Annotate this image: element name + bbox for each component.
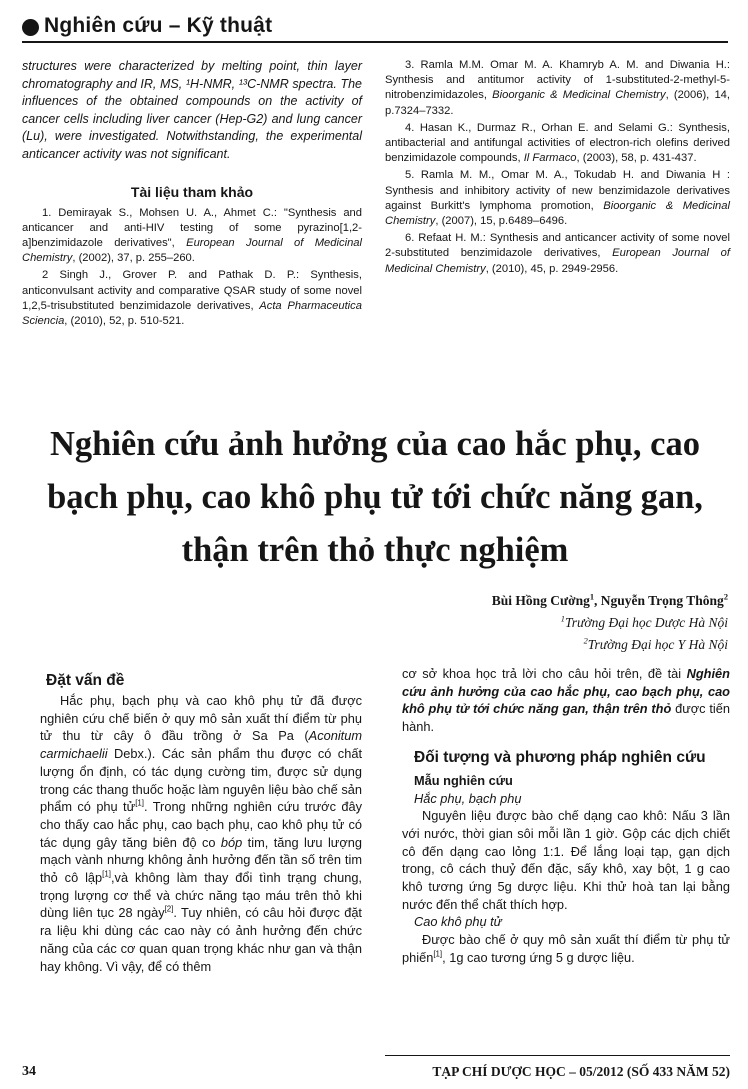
article-title: Nghiên cứu ảnh hưởng của cao hắc phụ, cao bạch phụ, cao khô phụ tử tới chức năng gan, thận trên thỏ thực nghiệm: [47, 425, 703, 569]
abstract-tail: structures were characterized by melting point, thin layer chromatography and IR, MS, ¹H-NMR, ¹³C-NMR spectra. The influences of the obtained compounds on the activity of cancer cells including liver cancer (Hep-G2) and lung cancer (Lu), were investigated. Notwithstanding, the experimental anticancer activity was not significant.: [22, 59, 362, 161]
reference-item: 2 Singh J., Grover P. and Pathak D. P.: Synthesis, anticonvulsant activity and comparative QSAR study of some novel 1,2,5-trisubstituted benzimidazole derivatives, Acta Pharmaceutica Sciencia, (2010), 52, p. 510-521.: [22, 269, 362, 327]
samples-heading: Mẫu nghiên cứu: [414, 772, 513, 788]
body-right-column: [402, 665, 730, 967]
prev-article-left-column: [22, 58, 362, 331]
reference-item: 5. Ramla M. M., Omar M. A., Tokudab H. and Diwania H : Synthesis and inhibitory activity of new benzimidazole derivatives against Burkitt's lymphoma promotion, Bioorganic & Medicinal Chemistry, (2007), 15, p.6489–6496.: [385, 169, 730, 228]
samples-paragraph-1: Nguyên liệu được bào chế dạng cao khô: Nấu 3 lần với nước, thời gian sôi mỗi lần 1 giờ. Gộp các dịch chiết cô đến dạng cao lỏng 1:1. Để lắng loại tạp, gạn dịch trong, cô cách thuỷ đến đặc, sấy khô, xay bột, 1 g cao khô tương ứng 5g dược liệu. Khi thử hoà tan lại bằng nước đến thể chất thích hợp.: [402, 808, 730, 912]
methods-heading: Đối tượng và phương pháp nghiên cứu: [414, 748, 706, 766]
reference-item: 6. Refaat H. M.: Synthesis and anticancer activity of some novel 2-substituted benzimidazole derivatives, European Journal of Medicinal Chemistry, (2010), 45, p. 2949-2956.: [385, 232, 730, 275]
reference-item: 3. Ramla M.M. Omar M. A. Khamryb A. M. and Diwania H.: Synthesis and antitumor activity of 1-substituted-2-methyl-5-nitrobenzimidazoles, Bioorganic & Medicinal Chemistry, (2006), 14, p.7324–7332.: [385, 59, 731, 117]
bullet-icon: [22, 19, 39, 36]
journal-footer: TẠP CHÍ DƯỢC HỌC – 05/2012 (SỐ 433 NĂM 52): [432, 1064, 730, 1079]
samples-paragraph-2: Được bào chế ở quy mô sản xuất thí điểm từ phụ tử phiến[1], 1g cao tương ứng 5 g dược liệu.: [402, 932, 730, 965]
affiliation-1: $^1$Trường Đại học Dược Hà Nội: [560, 614, 728, 630]
footer-rule: [385, 1055, 730, 1056]
intro-continuation: cơ sở khoa học trả lời cho câu hỏi trên, đề tài Nghiên cứu ảnh hưởng của cao hắc phụ, cao bạch phụ, cao khô phụ tử tới chức năng gan, thận trên thỏ được tiến hành.: [402, 666, 730, 735]
samples-subheading-1: Hắc phụ, bạch phụ: [414, 790, 522, 806]
page-number: 34: [22, 1064, 36, 1079]
intro-paragraph: Hắc phụ, bạch phụ và cao khô phụ tử đã được nghiên cứu chế biến ở quy mô sản xuất thí điểm từ phụ tử thu từ cây ô đầu trồng ở Sa Pa (Aconitum carmichaelii Debx.). Các sản phẩm thu được có chất lượng ổn định, có tác dụng cường tim, được sử dụng trong các thang thuốc hoặc làm nguyên liệu bào chế sản phẩm có phụ tử[1]. Trong những nghiên cứu trước đây cho thấy cao hắc phụ, cao bạch phụ, cao khô phụ tử có tác dụng gây tăng biên độ co bóp tim, tăng lưu lượng mạch vành nhưng không ảnh hưởng đến tần số trên tim thỏ cô lập[1],và không làm thay đổi tình trạng chung, trọng lượng cơ thể và chức năng tạo máu trên thỏ khi dùng liên tục 28 ngày[2]. Tuy nhiên, có câu hỏi được đặt ra liệu khi dùng các cao này có ảnh hưởng đến chức năng của các cơ quan quan trọng khác như gan và thận hay không. Vì vậy, để có thêm: [40, 693, 362, 974]
references-heading: Tài liệu tham khảo: [130, 183, 254, 200]
author-block: [308, 590, 728, 656]
header-rule: [22, 41, 728, 43]
reference-item: 4. Hasan K., Durmaz R., Orhan E. and Selami G.: Synthesis, antibacterial and antifungal activities of electron-rich olefins derived benzimidazole compounds, Il Farmaco, (2003), 58, p. 431-437.: [385, 121, 730, 165]
reference-item: 1. Demirayak S., Mohsen U. A., Ahmet C.: "Synthesis and anticancer and anti-HIV testing of some pyrazino[1,2-a]benzimidazole derivatives", European Journal of Medicinal Chemistry, (2002), 37, p. 255–260.: [22, 206, 362, 265]
body-left-column: [40, 672, 362, 975]
intro-heading: Đặt vấn đề: [46, 672, 125, 689]
section-header: [22, 14, 728, 44]
section-label: Nghiên cứu – Kỹ thuật: [44, 14, 273, 37]
affiliation-2: $^2$Trường Đại học Y Hà Nội: [583, 636, 728, 652]
author-names: Bùi Hồng Cường$^1$, Nguyễn Trọng Thông$^2$: [491, 592, 728, 608]
prev-article-right-column: [385, 58, 730, 279]
samples-subheading-2: Cao khô phụ tử: [414, 914, 502, 930]
